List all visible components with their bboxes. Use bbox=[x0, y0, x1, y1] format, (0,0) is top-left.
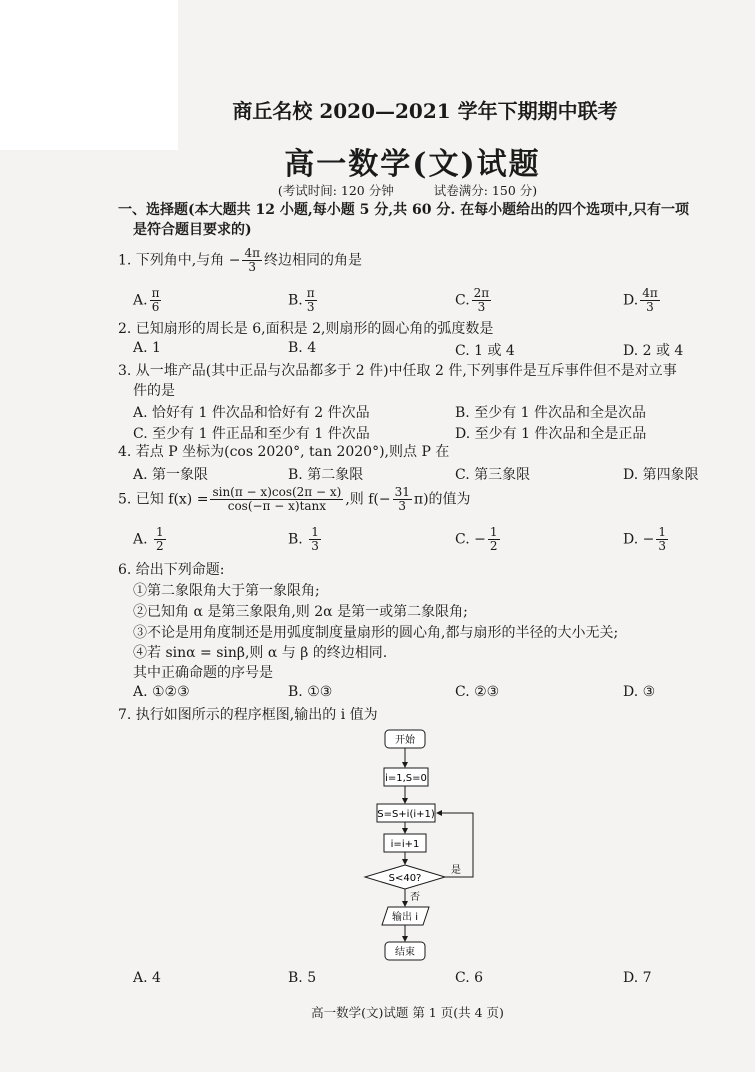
q3-option-c: C. 至少有 1 件正品和至少有 1 件次品 bbox=[133, 426, 370, 442]
q1-b-num: π bbox=[306, 286, 315, 300]
q5-mid: ,则 f(− bbox=[345, 491, 391, 508]
q5-c-den: 2 bbox=[489, 539, 498, 553]
q5-fraction bbox=[210, 486, 343, 513]
q5-b-den: 3 bbox=[311, 539, 319, 553]
exam-subtitle: 商丘名校 2020—2021 学年下期期中联考 bbox=[232, 99, 618, 123]
q1-d-frac bbox=[640, 287, 660, 314]
section-heading-line1: 一、选择题(本大题共 12 小题,每小题 5 分,共 60 分. 在每小题给出的四个选项中,只有一项 bbox=[118, 202, 689, 218]
q5-post: π)的值为 bbox=[413, 491, 471, 508]
q5-arg-num: 31 bbox=[394, 485, 410, 499]
q1-c-num: 2π bbox=[473, 286, 490, 300]
blank-corner bbox=[0, 0, 178, 150]
q3-option-b: B. 至少有 1 件次品和全是次品 bbox=[455, 405, 646, 421]
q3-stem-line1: 3. 从一堆产品(其中正品与次品都多于 2 件)中任取 2 件,下列事件是互斥事件但不是对立事 bbox=[118, 363, 677, 379]
q7-option-b: B. 5 bbox=[288, 970, 317, 986]
q3-stem-line2: 件的是 bbox=[133, 383, 175, 399]
q3-option-a: A. 恰好有 1 件次品和恰好有 2 件次品 bbox=[133, 405, 370, 421]
q7-option-a: A. 4 bbox=[133, 970, 161, 986]
q5-option-c bbox=[455, 526, 502, 553]
q7-option-c: C. 6 bbox=[455, 970, 484, 986]
flow-yes-label: 是 bbox=[451, 865, 461, 876]
q5-c-sign: − bbox=[474, 531, 486, 548]
q1-option-c bbox=[455, 287, 493, 314]
section-heading-line2: 是符合题目要求的) bbox=[133, 222, 252, 238]
flow-end-label: 结束 bbox=[395, 947, 415, 958]
q1-option-b bbox=[288, 287, 319, 314]
page-footer: 高一数学(文)试题 第 1 页(共 4 页) bbox=[311, 1005, 504, 1020]
q7-flowchart bbox=[355, 725, 495, 970]
flow-start-label: 开始 bbox=[395, 735, 415, 746]
q1-frac-den: 3 bbox=[248, 260, 257, 274]
q5-pre: 5. 已知 f(x) = bbox=[118, 491, 209, 508]
q5-arg-fraction bbox=[393, 486, 412, 513]
q5-d-den: 3 bbox=[658, 539, 667, 553]
q5-d-frac bbox=[656, 526, 668, 553]
q6-ask: 其中正确命题的序号是 bbox=[133, 665, 273, 681]
q5-c-num: 1 bbox=[489, 525, 498, 539]
q1-c-label: C. bbox=[455, 292, 470, 309]
q1-frac-num: 4π bbox=[244, 246, 260, 260]
flow-output-label: 输出 i bbox=[392, 912, 418, 923]
q1-c-frac bbox=[472, 287, 492, 314]
q5-b-num: 1 bbox=[311, 525, 319, 539]
q5-d-num: 1 bbox=[658, 525, 667, 539]
q4-stem: 4. 若点 P 坐标为(cos 2020°, tan 2020°),则点 P 在 bbox=[118, 444, 450, 460]
q1-b-label: B. bbox=[288, 292, 303, 309]
q4-option-b: B. 第二象限 bbox=[288, 467, 364, 483]
q5-a-den: 2 bbox=[156, 539, 164, 553]
flow-cond-label: S<40? bbox=[388, 873, 422, 884]
q2-option-d: D. 2 或 4 bbox=[623, 343, 684, 359]
q4-option-c: C. 第三象限 bbox=[455, 467, 531, 483]
q6-option-b: B. ①③ bbox=[288, 684, 333, 700]
q6-item-3: ③不论是用角度制还是用弧度制度量扇形的圆心角,都与扇形的半径的大小无关; bbox=[133, 625, 619, 641]
q1-d-num: 4π bbox=[642, 286, 658, 300]
q5-d-label: D. bbox=[623, 531, 639, 548]
q5-a-frac bbox=[154, 526, 166, 553]
q1-stem-post: 终边相同的角是 bbox=[263, 252, 362, 269]
q3-option-d: D. 至少有 1 件次品和全是正品 bbox=[455, 426, 647, 442]
flow-update-label: S=S+i(i+1) bbox=[377, 809, 435, 820]
q5-option-d bbox=[623, 526, 670, 553]
exam-time: (考试时间: 120 分钟 bbox=[277, 183, 394, 198]
q6-item-2: ②已知角 α 是第三象限角,则 2α 是第一或第二象限角; bbox=[133, 604, 468, 620]
q2-option-a: A. 1 bbox=[133, 340, 161, 356]
q5-b-frac bbox=[309, 526, 321, 553]
q1-fraction bbox=[242, 247, 262, 274]
q2-option-b: B. 4 bbox=[288, 340, 317, 356]
q5-a-label: A. bbox=[133, 531, 148, 548]
q1-a-den: 6 bbox=[151, 300, 160, 314]
exam-title: 高一数学(文)试题 bbox=[284, 147, 541, 182]
flow-no-label: 否 bbox=[410, 892, 420, 903]
q6-item-1: ①第二象限角大于第一象限角; bbox=[133, 583, 320, 599]
q7-option-d: D. 7 bbox=[623, 970, 652, 986]
q5-frac-num: sin(π − x)cos(2π − x) bbox=[212, 485, 342, 499]
q1-b-frac bbox=[305, 287, 317, 314]
q1-b-den: 3 bbox=[306, 300, 315, 314]
exam-score: 试卷满分: 150 分) bbox=[433, 183, 538, 198]
q5-option-b bbox=[288, 526, 323, 553]
q5-c-label: C. bbox=[455, 531, 470, 548]
q4-option-a: A. 第一象限 bbox=[133, 467, 209, 483]
exam-meta bbox=[0, 181, 755, 199]
q7-stem: 7. 执行如图所示的程序框图,输出的 i 值为 bbox=[118, 707, 378, 723]
q6-option-a: A. ①②③ bbox=[133, 684, 190, 700]
q1-a-frac bbox=[150, 287, 162, 314]
q6-item-4: ④若 sinα = sinβ,则 α 与 β 的终边相同. bbox=[133, 645, 388, 661]
q5-arg-den: 3 bbox=[398, 499, 407, 513]
q5-b-label: B. bbox=[288, 531, 303, 548]
q5-a-num: 1 bbox=[156, 525, 164, 539]
q5-d-sign: − bbox=[642, 531, 655, 548]
q1-d-den: 3 bbox=[646, 300, 654, 314]
q1-c-den: 3 bbox=[477, 300, 486, 314]
q6-option-c: C. ②③ bbox=[455, 684, 500, 700]
flow-inc-label: i=i+1 bbox=[390, 839, 420, 850]
q6-option-d: D. ③ bbox=[623, 684, 656, 700]
q1-a-label: A. bbox=[133, 292, 148, 309]
q1-option-d bbox=[623, 287, 662, 314]
q5-frac-den: cos(−π − x)tanx bbox=[227, 499, 327, 513]
q2-stem: 2. 已知扇形的周长是 6,面积是 2,则扇形的圆心角的弧度数是 bbox=[118, 321, 494, 337]
q5-stem bbox=[118, 486, 471, 513]
q1-option-a bbox=[133, 287, 163, 314]
flow-init-label: i=1,S=0 bbox=[385, 773, 427, 784]
q1-a-num: π bbox=[151, 286, 160, 300]
q5-option-a bbox=[133, 526, 168, 553]
q1-stem-pre: 1. 下列角中,与角 − bbox=[118, 252, 241, 269]
q1-stem bbox=[118, 247, 362, 274]
q1-d-label: D. bbox=[623, 292, 639, 309]
q5-c-frac bbox=[488, 526, 500, 553]
q4-option-d: D. 第四象限 bbox=[623, 467, 699, 483]
q2-option-c: C. 1 或 4 bbox=[455, 343, 515, 359]
q6-stem: 6. 给出下列命题: bbox=[118, 562, 225, 578]
